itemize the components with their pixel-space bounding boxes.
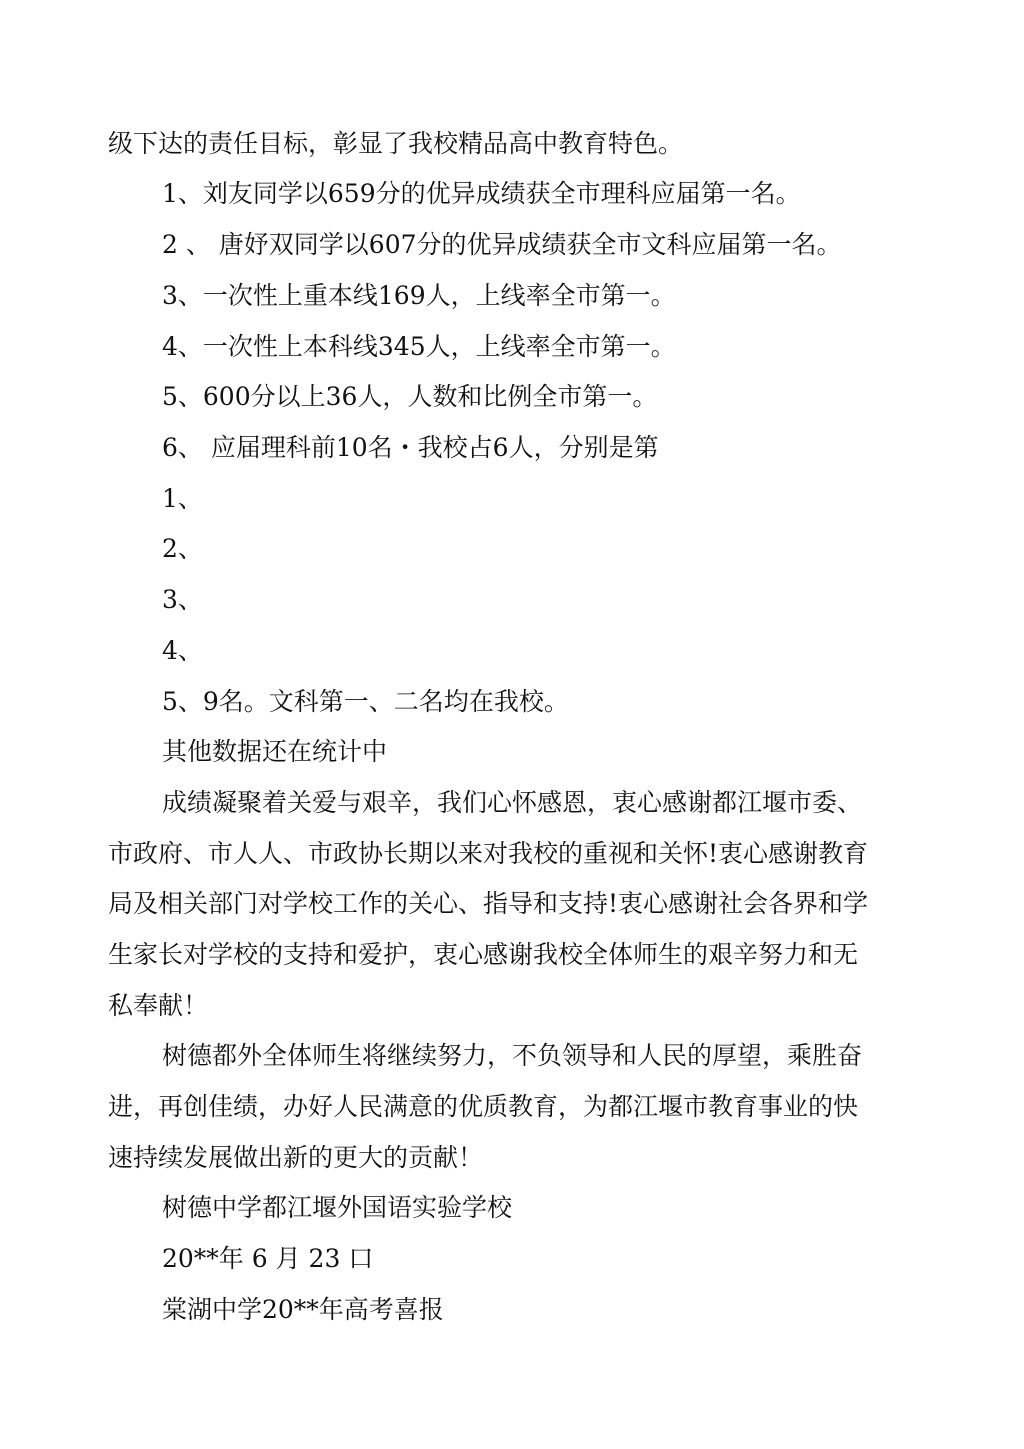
text-line: 3、 <box>162 585 203 614</box>
text-line: 其他数据还在统计中 <box>162 737 388 766</box>
signature-date: 20**年 6 月 23 口 <box>162 1244 374 1273</box>
text-line: 5、600分以上36人，人数和比例全市第一。 <box>162 382 658 411</box>
signature-school: 树德中学都江堰外国语实验学校 <box>162 1193 513 1222</box>
text-line: 级下达的责任目标，彰显了我校精品高中教育特色。 <box>108 129 684 158</box>
text-line: 私奉献！ <box>108 991 209 1020</box>
text-line: 成绩凝聚着关爱与艰辛，我们心怀感恩，衷心感谢都江堰市委、 <box>162 788 863 817</box>
text-line: 2 、 唐妤双同学以607分的优异成绩获全市文科应届第一名。 <box>162 230 842 259</box>
text-line: 1、 <box>162 484 203 513</box>
text-line: 市政府、市人人、市政协长期以来对我校的重视和关怀!衷心感谢教育 <box>108 839 869 868</box>
text-line: 2、 <box>162 534 203 563</box>
text-line: 5、9名。文科第一、二名均在我校。 <box>162 687 569 716</box>
text-line: 局及相关部门对学校工作的关心、指导和支持!衷心感谢社会各界和学 <box>108 889 869 918</box>
text-line: 6、 应届理科前10名・我校占6人，分别是第 <box>162 433 659 462</box>
text-line: 进，再创佳绩，办好人民满意的优质教育，为都江堰市教育事业的快 <box>108 1092 859 1121</box>
section-title: 棠湖中学20**年高考喜报 <box>162 1295 444 1324</box>
text-line: 树德都外全体师生将继续努力，不负领导和人民的厚望，乘胜奋 <box>162 1041 863 1070</box>
text-line: 生家长对学校的支持和爱护，衷心感谢我校全体师生的艰辛努力和无 <box>108 940 859 969</box>
text-line: 1、刘友同学以659分的优异成绩获全市理科应届第一名。 <box>162 179 801 208</box>
text-line: 4、 <box>162 636 203 665</box>
text-line: 速持续发展做出新的更大的贡献！ <box>108 1143 484 1172</box>
text-line: 3、一次性上重本线169人，上线率全市第一。 <box>162 281 676 310</box>
text-line: 4、一次性上本科线345人，上线率全市第一。 <box>162 332 676 361</box>
